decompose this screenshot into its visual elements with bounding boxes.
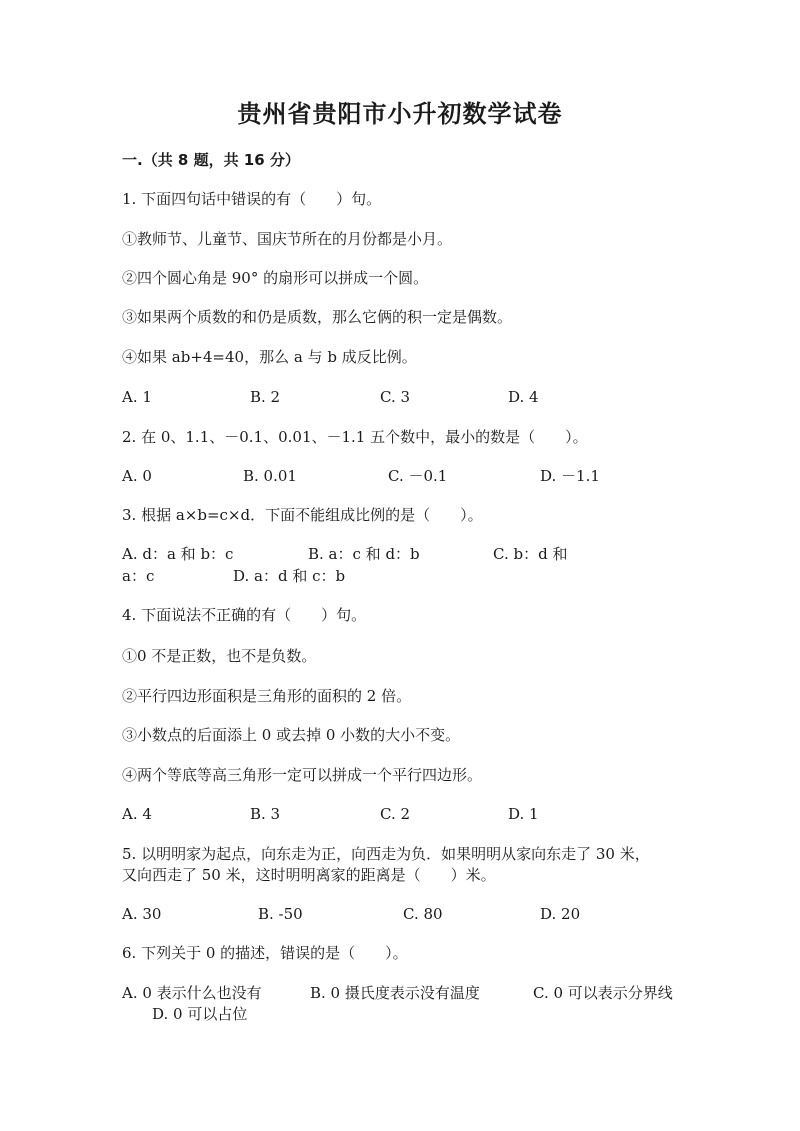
question-4-option-a: A. 4: [122, 805, 152, 823]
question-5-stem-line-2: 又向西走了 50 米，这时明明离家的距离是（ ）米。: [122, 866, 496, 884]
question-2-option-d: D. －1.1: [540, 467, 600, 485]
question-6-stem: 6. 下列关于 0 的描述，错误的是（ ）。: [122, 944, 408, 962]
question-2-stem: 2. 在 0、1.1、－0.1、0.01、－1.1 五个数中，最小的数是（ ）。: [122, 428, 588, 446]
question-1-statement-2: ②四个圆心角是 90° 的扇形可以拼成一个圆。: [122, 269, 429, 287]
question-4-stem: 4. 下面说法不正确的有（ ）句。: [122, 606, 367, 624]
question-5-option-c: C. 80: [403, 905, 443, 923]
page-title: 贵州省贵阳市小升初数学试卷: [237, 100, 563, 128]
question-6-option-d: D. 0 可以占位: [152, 1005, 248, 1023]
question-4-statement-4: ④两个等底等高三角形一定可以拼成一个平行四边形。: [122, 766, 483, 784]
question-1-option-b: B. 2: [250, 388, 281, 406]
question-1-statement-4: ④如果 ab+4=40，那么 a 与 b 成反比例。: [122, 348, 417, 366]
question-3-option-a: A. d：a 和 b：c: [122, 545, 234, 563]
question-2-option-a: A. 0: [122, 467, 152, 485]
question-3-option-c-continued: a：c: [122, 567, 155, 585]
question-4-statement-3: ③小数点的后面添上 0 或去掉 0 小数的大小不变。: [122, 726, 461, 744]
question-1-statement-3: ③如果两个质数的和仍是质数，那么它俩的积一定是偶数。: [122, 308, 513, 326]
question-1-stem: 1. 下面四句话中错误的有（ ）句。: [122, 190, 382, 208]
question-3-stem: 3. 根据 a×b=c×d．下面不能组成比例的是（ ）。: [122, 506, 483, 524]
question-1-option-a: A. 1: [122, 388, 152, 406]
question-5-stem-line-1: 5. 以明明家为起点，向东走为正，向西走为负．如果明明从家向东走了 30 米，: [122, 845, 650, 863]
question-6-option-a: A. 0 表示什么也没有: [122, 984, 262, 1002]
question-6-option-c: C. 0 可以表示分界线: [533, 984, 673, 1002]
question-5-option-b: B. -50: [258, 905, 303, 923]
question-5-option-d: D. 20: [540, 905, 581, 923]
question-1-option-d: D. 4: [508, 388, 539, 406]
question-3-option-b: B. a：c 和 d：b: [308, 545, 420, 563]
question-4-statement-2: ②平行四边形面积是三角形的面积的 2 倍。: [122, 687, 412, 705]
question-4-option-b: B. 3: [250, 805, 281, 823]
question-2-option-c: C. －0.1: [388, 467, 448, 485]
question-2-option-b: B. 0.01: [243, 467, 297, 485]
question-1-option-c: C. 3: [380, 388, 411, 406]
question-5-option-a: A. 30: [122, 905, 162, 923]
section-heading: 一.（共 8 题，共 16 分）: [122, 151, 300, 169]
question-1-statement-1: ①教师节、儿童节、国庆节所在的月份都是小月。: [122, 230, 453, 248]
question-3-option-c: C. b：d 和: [493, 545, 568, 563]
question-4-statement-1: ①0 不是正数，也不是负数。: [122, 647, 317, 665]
question-3-option-d: D. a：d 和 c：b: [233, 567, 346, 585]
question-4-option-c: C. 2: [380, 805, 411, 823]
question-6-option-b: B. 0 摄氏度表示没有温度: [310, 984, 480, 1002]
question-4-option-d: D. 1: [508, 805, 539, 823]
